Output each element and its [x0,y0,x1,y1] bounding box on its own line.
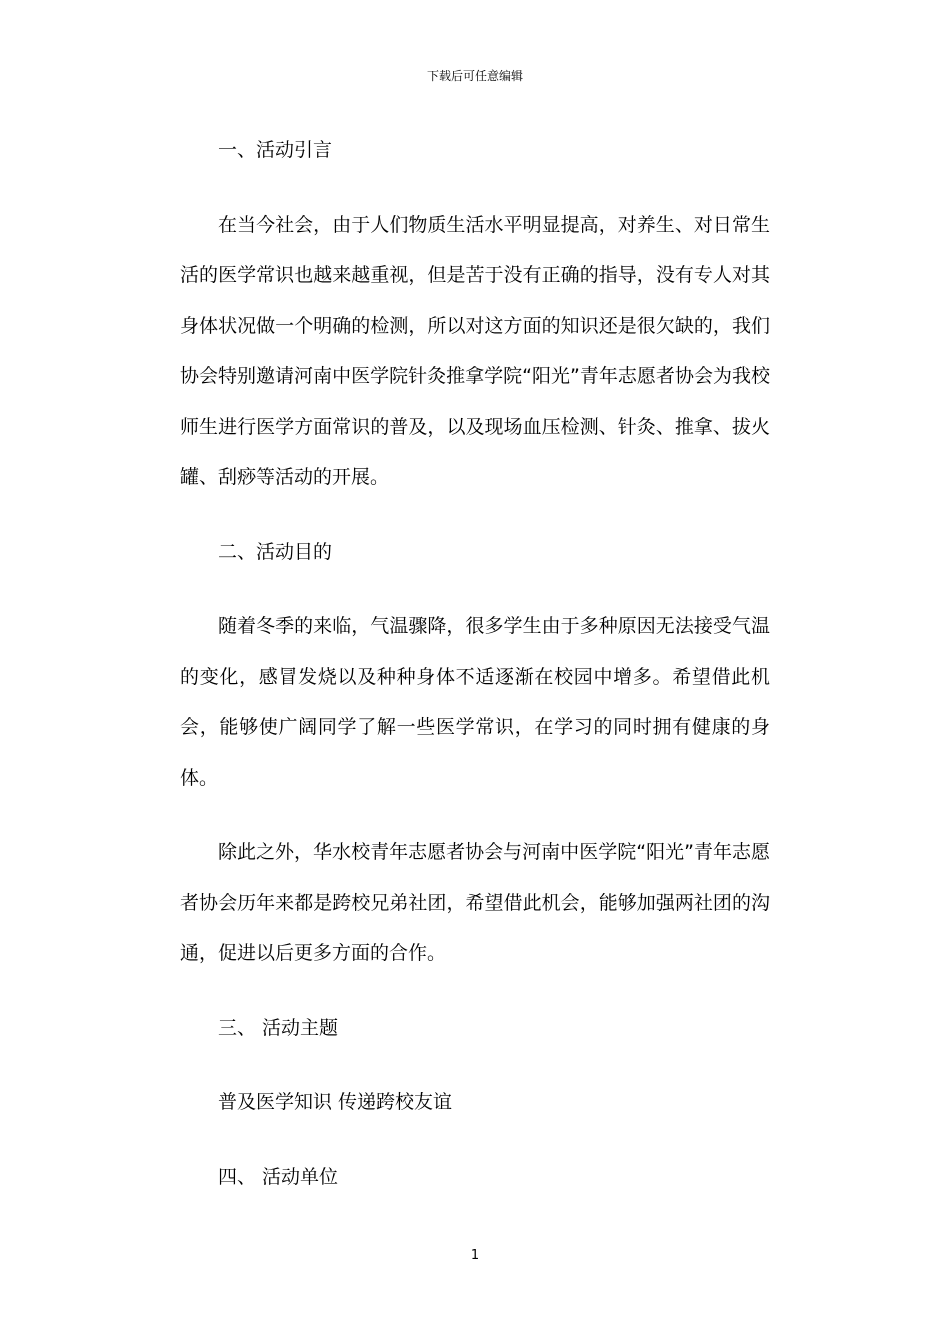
section-heading-theme: 三、 活动主题 [218,1016,339,1039]
page-number: 1 [470,1248,480,1263]
section-heading-intro: 一、活动引言 [218,139,333,161]
document-body [180,125,770,1202]
section-heading-purpose: 二、活动目的 [218,540,333,563]
paragraph-intro: 在当今社会，由于人们物质生活水平明显提高，对养生、对日常生活的医学常识也越来越重视，但是苦于没有正确的指导，没有专人对其身体状况做一个明确的检测，所以对这方面的知识还是很欠缺的，我们协会特别邀请河南中医学院针灸推拿学院“阳光”青年志愿者协会为我校师生进行医学方面常识的普及，以及现场血压检测、针灸、推拿、拔火罐、刮痧等活动的开展。 [180,213,770,488]
paragraph-purpose-1: 随着冬季的来临，气温骤降，很多学生由于多种原因无法接受气温的变化，感冒发烧以及种种身体不适逐渐在校园中增多。希望借此机会，能够使广阔同学了解一些医学常识，在学习的同时拥有健康的身体。 [180,615,770,789]
section-heading-unit: 四、 活动单位 [218,1165,339,1188]
paragraph-purpose-2: 除此之外，华水校青年志愿者协会与河南中医学院“阳光”青年志愿者协会历年来都是跨校兄弟社团，希望借此机会，能够加强两社团的沟通，促进以后更多方面的合作。 [180,841,770,964]
theme-text: 普及医学知识 传递跨校友谊 [218,1091,453,1113]
header-note: 下载后可任意编辑 [426,69,523,83]
